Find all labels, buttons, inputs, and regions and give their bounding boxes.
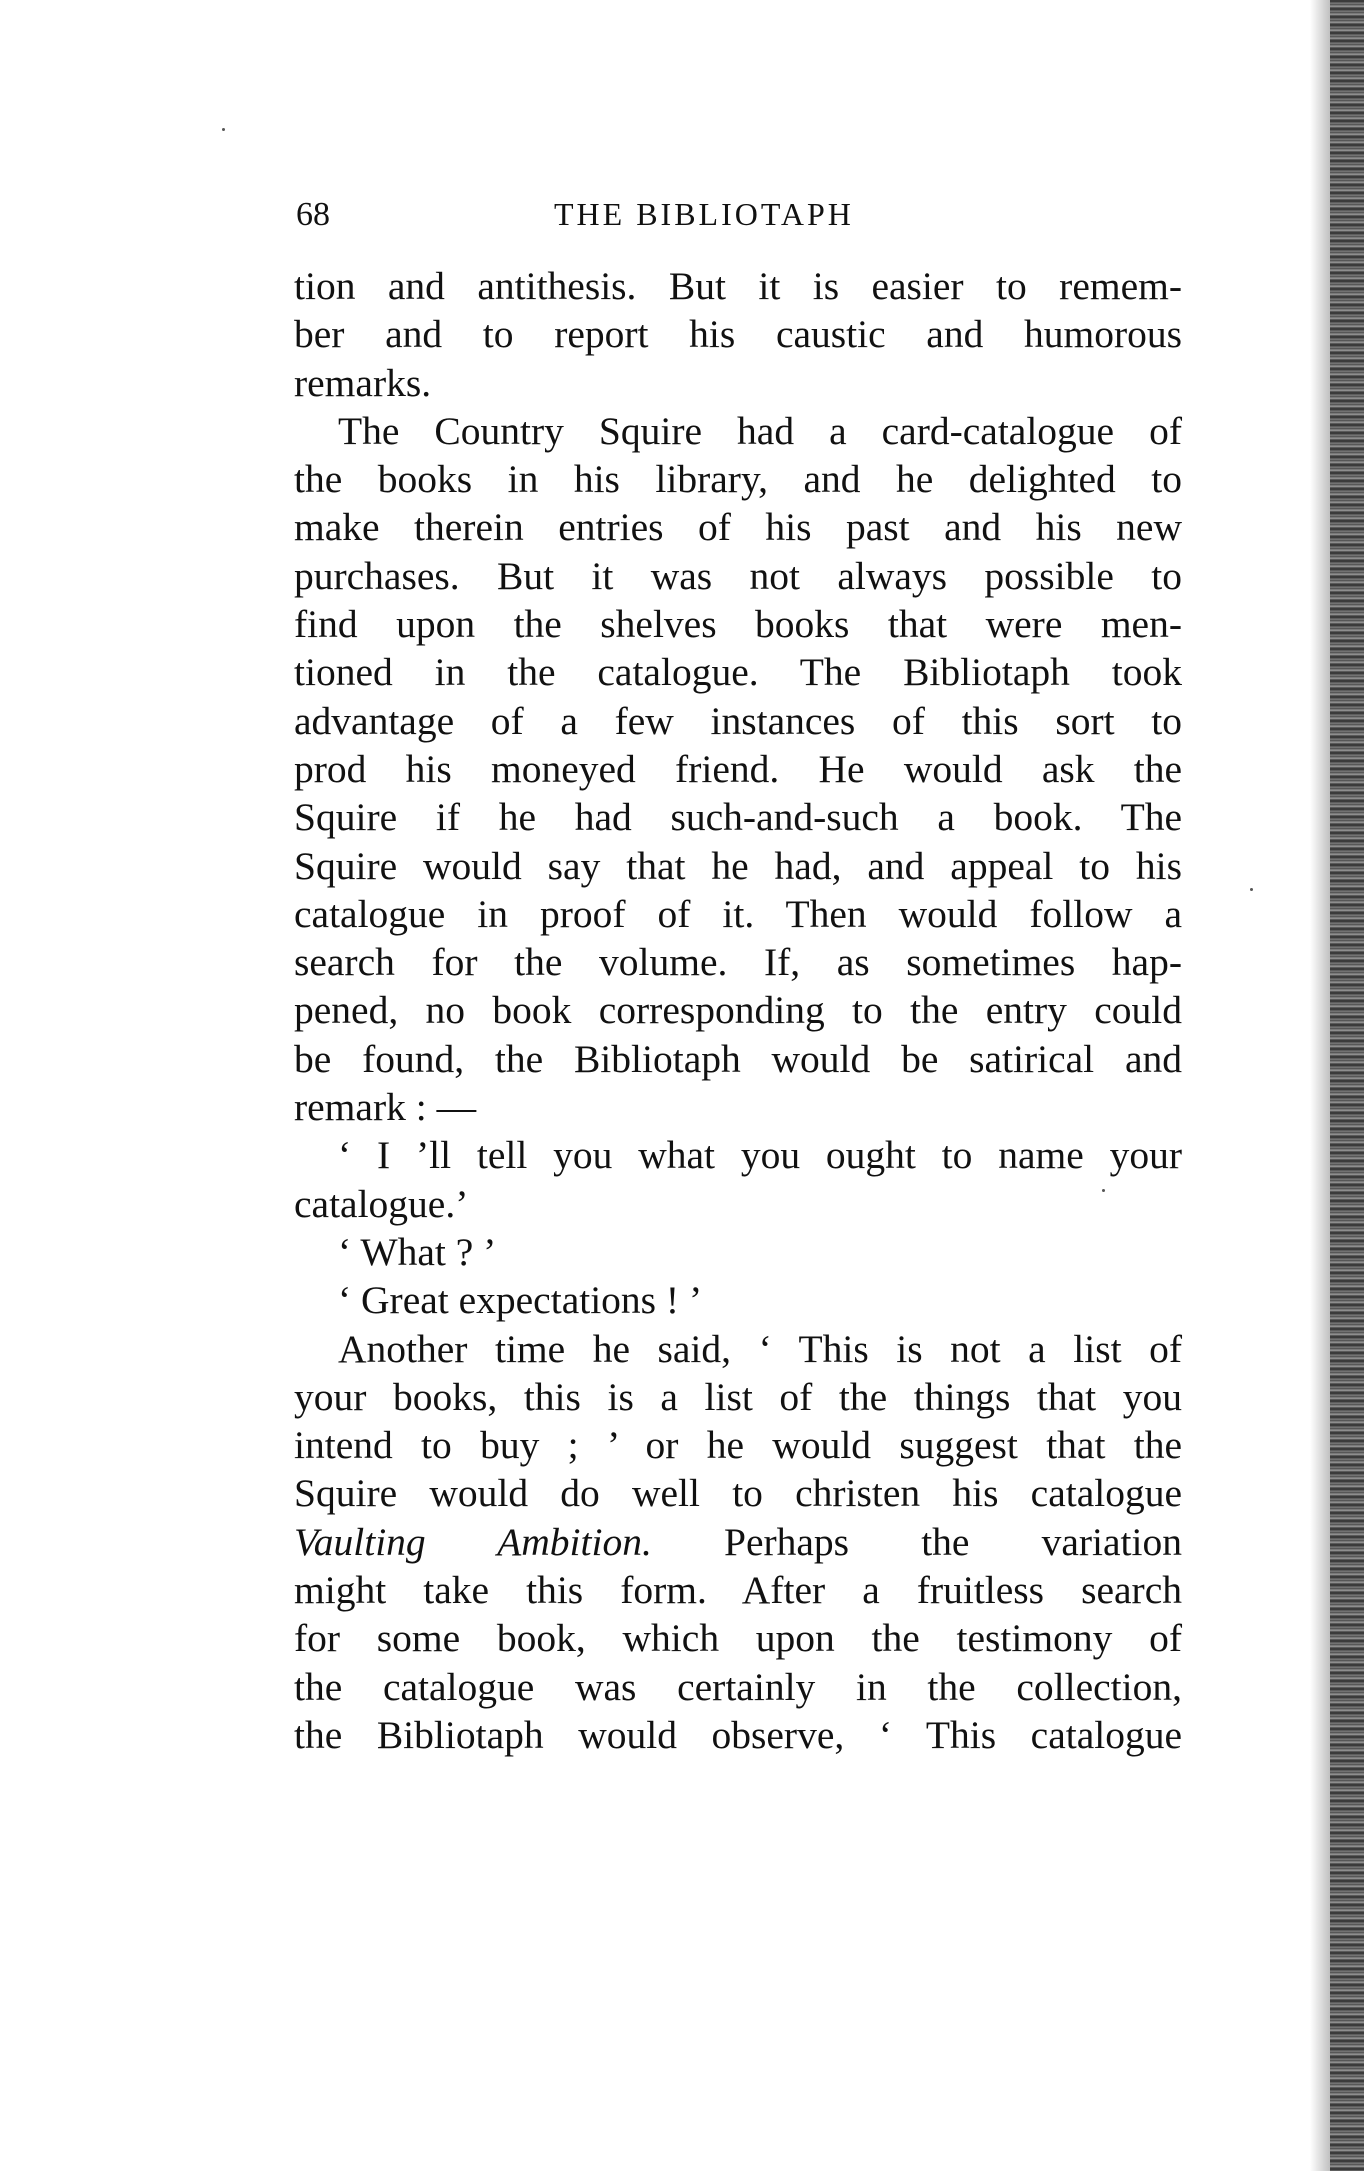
page-number: 68 [296,196,330,233]
text-line: Squire would do well to christen his catalogue [294,1471,1182,1516]
text-line-rest: Perhaps the variation [651,1519,1182,1564]
text-line: be found, the Bibliotaph would be satirical and [294,1036,1182,1081]
text-line: make therein entries of his past and his new [294,505,1182,550]
text-line: remarks. [294,360,432,405]
text-line: pened, no book corresponding to the entry could [294,988,1182,1033]
text-line: purchases. But it was not always possible to [294,553,1182,598]
scan-speck [1250,888,1253,891]
text-line: ‘ Great expectations ! ’ [338,1278,703,1323]
body-text [294,262,1182,1759]
text-line: your books, this is a list of the things that you [294,1374,1182,1419]
text-line: catalogue in proof of it. Then would follow a [294,891,1182,936]
text-line: ‘ I ’ll tell you what you ought to name your [338,1133,1182,1178]
text-line: tioned in the catalogue. The Bibliotaph took [294,650,1182,695]
page-edge-scan [1330,0,1364,2171]
text-line: the books in his library, and he delighted to [294,457,1182,502]
text-line: might take this form. After a fruitless search [294,1568,1182,1613]
text-line: advantage of a few instances of this sort to [294,698,1182,743]
text-line: search for the volume. If, as sometimes hap- [294,940,1182,985]
text-line: for some book, which upon the testimony of [294,1616,1182,1661]
text-line: catalogue.’ [294,1181,469,1226]
text-line: remark : — [294,1085,477,1130]
text-line: the catalogue was certainly in the collection, [294,1664,1182,1709]
page-edge-shadow [1310,0,1330,2171]
text-line: Squire would say that he had, and appeal to his [294,843,1182,888]
scan-speck [222,128,225,131]
italic-title: Vaulting Ambition. [294,1519,652,1564]
running-head [296,196,1181,244]
text-line: The Country Squire had a card-catalogue of [338,408,1182,453]
text-line: Another time he said, ‘ This is not a list of [338,1326,1182,1371]
text-line: ‘ What ? ’ [338,1229,497,1274]
text-line: the Bibliotaph would observe, ‘ This catalogue [294,1712,1182,1757]
text-line: intend to buy ; ’ or he would suggest that the [294,1423,1182,1468]
text-line: tion and antithesis. But it is easier to remem- [294,264,1182,308]
text-line [294,1518,1182,1566]
text-line: ber and to report his caustic and humorous [294,312,1182,357]
text-line: prod his moneyed friend. He would ask the [294,746,1182,791]
text-line: find upon the shelves books that were men- [294,602,1182,647]
running-title: THE BIBLIOTAPH [554,196,854,232]
text-line: Squire if he had such-and-such a book. The [294,795,1182,840]
